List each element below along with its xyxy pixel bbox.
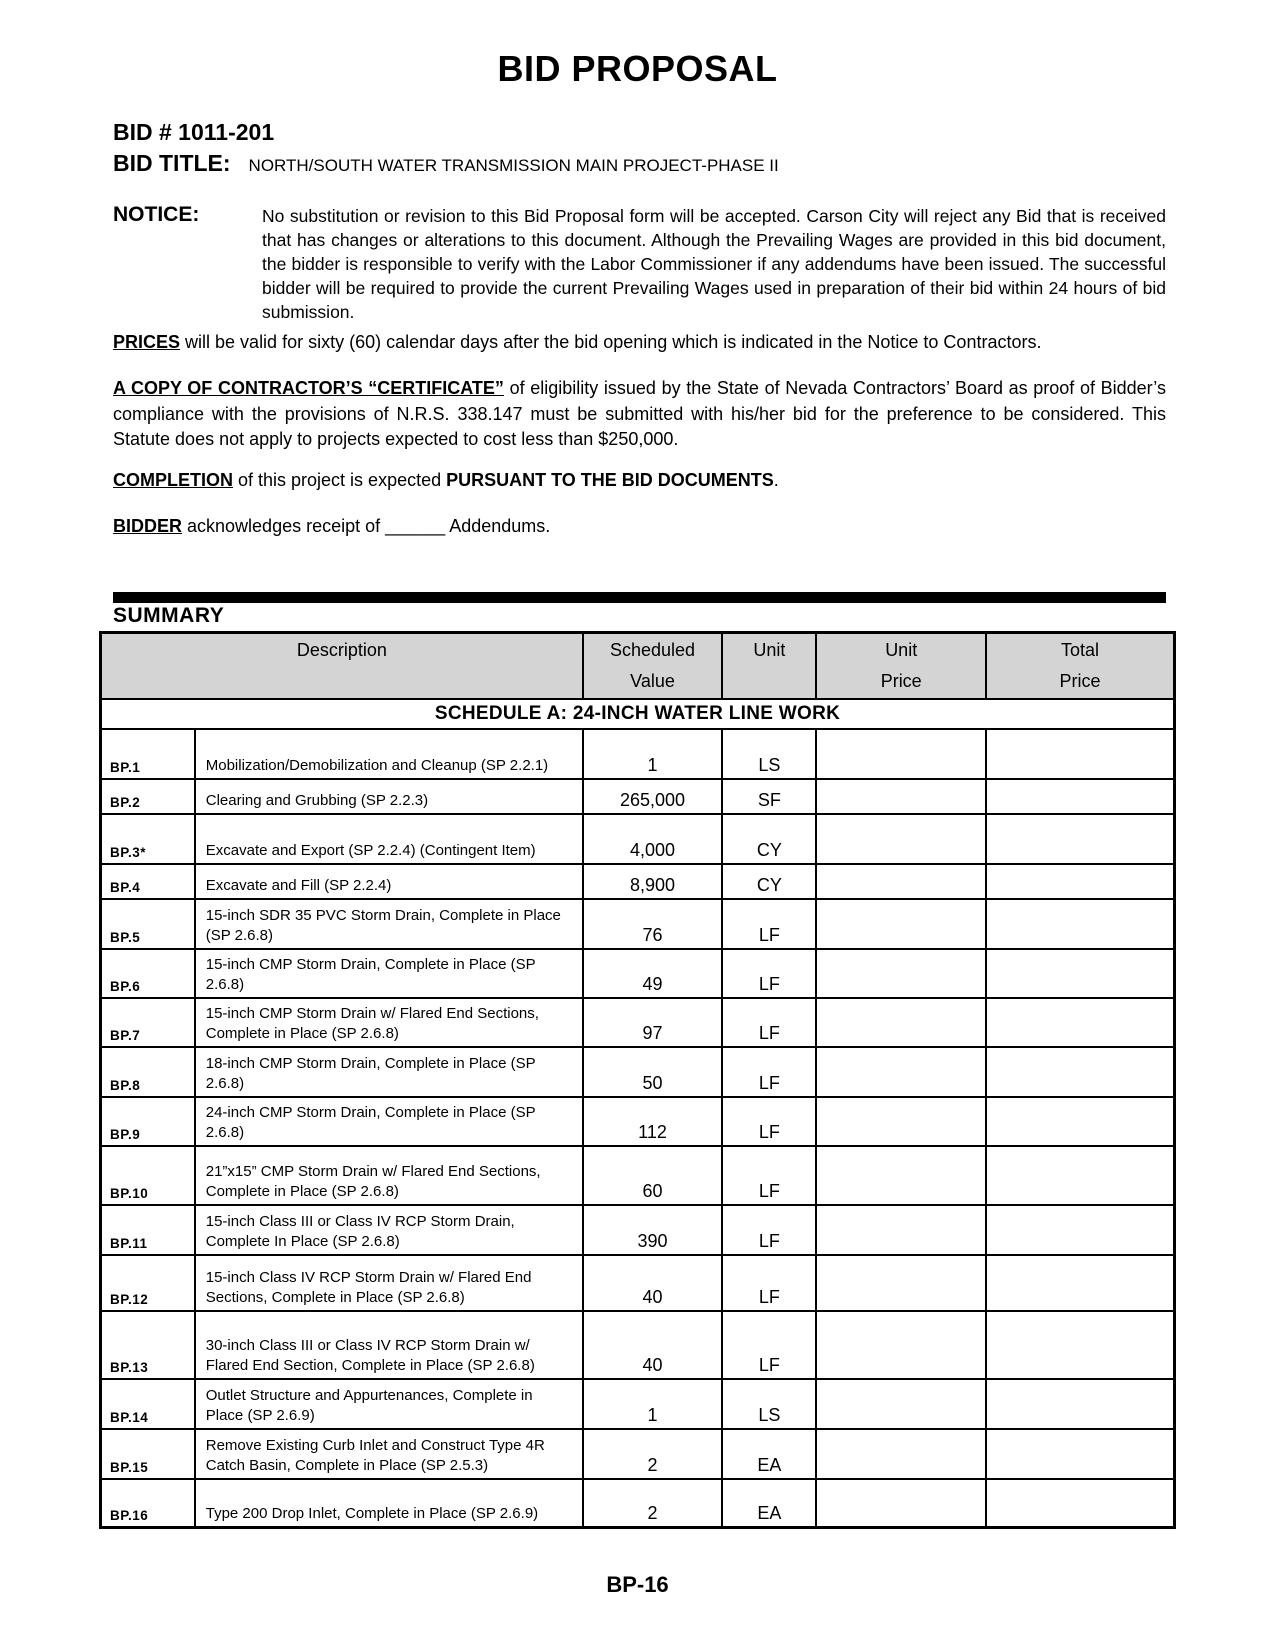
item-description: Excavate and Fill (SP 2.2.4) — [195, 864, 583, 899]
table-row — [101, 1255, 1175, 1311]
unit-price-cell[interactable] — [816, 1255, 985, 1311]
completion-label: COMPLETION — [113, 470, 233, 490]
unit: CY — [722, 864, 816, 899]
completion-bold: PURSUANT TO THE BID DOCUMENTS — [446, 470, 774, 490]
table-row — [101, 779, 1175, 814]
item-number: BP.3* — [101, 814, 195, 864]
bid-title-line — [113, 150, 779, 177]
item-description: 15-inch CMP Storm Drain, Complete in Place (SP 2.6.8) — [195, 949, 583, 998]
item-description: 15-inch Class III or Class IV RCP Storm Drain, Complete In Place (SP 2.6.8) — [195, 1205, 583, 1255]
header-unit-price-line1: Unit — [885, 640, 918, 660]
total-price-cell[interactable] — [986, 779, 1175, 814]
item-description: Excavate and Export (SP 2.2.4) (Contingent Item) — [195, 814, 583, 864]
summary-heading: SUMMARY — [113, 604, 225, 627]
table-row — [101, 864, 1175, 899]
notice-label: NOTICE: — [113, 203, 200, 226]
unit-price-cell[interactable] — [816, 1311, 985, 1379]
table-row — [101, 814, 1175, 864]
table-row — [101, 899, 1175, 949]
total-price-cell[interactable] — [986, 1146, 1175, 1205]
scheduled-value: 265,000 — [583, 779, 722, 814]
certificate-paragraph — [113, 376, 1166, 453]
unit: EA — [722, 1429, 816, 1479]
total-price-cell[interactable] — [986, 998, 1175, 1047]
header-total-price — [986, 633, 1175, 699]
unit-price-cell[interactable] — [816, 1097, 985, 1146]
unit: LF — [722, 899, 816, 949]
unit: LS — [722, 1379, 816, 1429]
unit-price-cell[interactable] — [816, 1429, 985, 1479]
page-number: BP-16 — [606, 1572, 669, 1597]
table-header-row — [101, 633, 1175, 699]
item-description: 15-inch CMP Storm Drain w/ Flared End Sections, Complete in Place (SP 2.6.8) — [195, 998, 583, 1047]
scheduled-value: 390 — [583, 1205, 722, 1255]
header-scheduled-value-line1: Scheduled — [609, 640, 696, 660]
header-unit-price-line2: Price — [880, 671, 922, 691]
total-price-cell[interactable] — [986, 1379, 1175, 1429]
item-number: BP.8 — [101, 1047, 195, 1097]
header-total-price-line2: Price — [1059, 671, 1101, 691]
unit-price-cell[interactable] — [816, 1047, 985, 1097]
scheduled-value: 40 — [583, 1255, 722, 1311]
unit: LF — [722, 1146, 816, 1205]
item-number: BP.13 — [101, 1311, 195, 1379]
table-row — [101, 1097, 1175, 1146]
bid-summary-table — [99, 631, 1176, 1529]
item-number: BP.6 — [101, 949, 195, 998]
item-description: 21”x15” CMP Storm Drain w/ Flared End Sections, Complete in Place (SP 2.6.8) — [195, 1146, 583, 1205]
item-description: 15-inch SDR 35 PVC Storm Drain, Complete in Place (SP 2.6.8) — [195, 899, 583, 949]
total-price-cell[interactable] — [986, 1429, 1175, 1479]
unit-price-cell[interactable] — [816, 1479, 985, 1528]
unit-price-cell[interactable] — [816, 1205, 985, 1255]
prices-label: PRICES — [113, 332, 181, 352]
schedule-row — [101, 699, 1175, 729]
item-number: BP.4 — [101, 864, 195, 899]
schedule-title: SCHEDULE A: 24-INCH WATER LINE WORK — [101, 699, 1175, 729]
unit: LF — [722, 1255, 816, 1311]
completion-text: of this project is expected — [233, 470, 447, 490]
unit: LF — [722, 1205, 816, 1255]
bid-title-value: NORTH/SOUTH WATER TRANSMISSION MAIN PROJECT-PHASE II — [248, 156, 779, 175]
scheduled-value: 2 — [583, 1479, 722, 1528]
table-row — [101, 949, 1175, 998]
total-price-cell[interactable] — [986, 1047, 1175, 1097]
item-description: 18-inch CMP Storm Drain, Complete in Place (SP 2.6.8) — [195, 1047, 583, 1097]
item-number: BP.5 — [101, 899, 195, 949]
total-price-cell[interactable] — [986, 729, 1175, 779]
item-description: Type 200 Drop Inlet, Complete in Place (SP 2.6.9) — [195, 1479, 583, 1528]
unit: LF — [722, 1047, 816, 1097]
scheduled-value: 8,900 — [583, 864, 722, 899]
unit-price-cell[interactable] — [816, 1146, 985, 1205]
certificate-text: of eligibility issued by the State of Nevada Contractors’ Board as proof of Bidder’s compliance with the provisions of N.R.S. 338.147 must be submitted with his/her bid for the preference to be considered. This Statute does not apply to projects expected to cost less than $250,000. — [113, 378, 1166, 449]
bidder-label: BIDDER — [113, 516, 183, 536]
scheduled-value: 97 — [583, 998, 722, 1047]
item-description: 24-inch CMP Storm Drain, Complete in Place (SP 2.6.8) — [195, 1097, 583, 1146]
completion-paragraph — [113, 468, 1166, 494]
header-total-price-line1: Total — [1060, 640, 1099, 660]
unit: LF — [722, 998, 816, 1047]
header-scheduled-value-line2: Value — [630, 671, 675, 691]
item-number: BP.12 — [101, 1255, 195, 1311]
item-number: BP.14 — [101, 1379, 195, 1429]
item-number: BP.15 — [101, 1429, 195, 1479]
item-number: BP.11 — [101, 1205, 195, 1255]
table-row — [101, 729, 1175, 779]
table-row — [101, 1205, 1175, 1255]
unit: EA — [722, 1479, 816, 1528]
item-number: BP.9 — [101, 1097, 195, 1146]
unit-price-cell[interactable] — [816, 949, 985, 998]
certificate-label: A COPY OF CONTRACTOR’S “CERTIFICATE” — [113, 378, 504, 398]
unit-price-cell[interactable] — [816, 1379, 985, 1429]
header-description: Description — [101, 633, 583, 699]
total-price-cell[interactable] — [986, 1311, 1175, 1379]
unit-price-cell[interactable] — [816, 814, 985, 864]
scheduled-value: 1 — [583, 729, 722, 779]
unit: LS — [722, 729, 816, 779]
scheduled-value: 60 — [583, 1146, 722, 1205]
table-row — [101, 1479, 1175, 1528]
unit: CY — [722, 814, 816, 864]
document-title: BID PROPOSAL — [497, 48, 778, 89]
item-number: BP.16 — [101, 1479, 195, 1528]
unit-price-cell[interactable] — [816, 779, 985, 814]
unit: LF — [722, 1311, 816, 1379]
header-unit: Unit — [722, 633, 816, 699]
bid-number: BID # 1011-201 — [113, 119, 275, 145]
unit: SF — [722, 779, 816, 814]
table-row — [101, 1146, 1175, 1205]
scheduled-value: 50 — [583, 1047, 722, 1097]
bid-title-label: BID TITLE: — [113, 150, 231, 176]
scheduled-value: 49 — [583, 949, 722, 998]
total-price-cell[interactable] — [986, 1255, 1175, 1311]
unit-price-cell[interactable] — [816, 729, 985, 779]
unit-price-cell[interactable] — [816, 899, 985, 949]
item-description: Remove Existing Curb Inlet and Construct Type 4R Catch Basin, Complete in Place (SP 2.5.3) — [195, 1429, 583, 1479]
total-price-cell[interactable] — [986, 899, 1175, 949]
item-number: BP.10 — [101, 1146, 195, 1205]
total-price-cell[interactable] — [986, 1097, 1175, 1146]
scheduled-value: 2 — [583, 1429, 722, 1479]
bidder-paragraph — [113, 514, 1166, 540]
prices-text: will be valid for sixty (60) calendar days after the bid opening which is indicated in the Notice to Contractors. — [180, 332, 1042, 352]
unit-price-cell[interactable] — [816, 998, 985, 1047]
table-row — [101, 1311, 1175, 1379]
table-row — [101, 1047, 1175, 1097]
table-row — [101, 998, 1175, 1047]
header-scheduled-value — [583, 633, 722, 699]
total-price-cell[interactable] — [986, 949, 1175, 998]
item-description: Clearing and Grubbing (SP 2.2.3) — [195, 779, 583, 814]
unit-price-cell[interactable] — [816, 864, 985, 899]
scheduled-value: 4,000 — [583, 814, 722, 864]
item-description: Outlet Structure and Appurtenances, Complete in Place (SP 2.6.9) — [195, 1379, 583, 1429]
completion-end: . — [773, 470, 779, 490]
header-unit-price — [816, 633, 985, 699]
item-description: 30-inch Class III or Class IV RCP Storm Drain w/ Flared End Section, Complete in Place (SP 2.6.8) — [195, 1311, 583, 1379]
item-rows — [101, 729, 1175, 1528]
total-price-cell[interactable] — [986, 864, 1175, 899]
prices-paragraph — [113, 330, 1166, 356]
item-description: Mobilization/Demobilization and Cleanup (SP 2.2.1) — [195, 729, 583, 779]
total-price-cell[interactable] — [986, 814, 1175, 864]
scheduled-value: 76 — [583, 899, 722, 949]
notice-text: No substitution or revision to this Bid Proposal form will be accepted. Carson City will reject any Bid that is received that has changes or alterations to this document. Although the Prevailing Wages are provided in this bid document, the bidder is responsible to verify with the Labor Commissioner if any addendums have been issued. The successful bidder will be required to provide the current Prevailing Wages used in preparation of their bid within 24 hours of bid submission. — [262, 206, 1166, 322]
unit: LF — [722, 1097, 816, 1146]
item-number: BP.2 — [101, 779, 195, 814]
scheduled-value: 1 — [583, 1379, 722, 1429]
scheduled-value: 112 — [583, 1097, 722, 1146]
section-divider — [113, 592, 1166, 603]
total-price-cell[interactable] — [986, 1479, 1175, 1528]
item-number: BP.1 — [101, 729, 195, 779]
item-description: 15-inch Class IV RCP Storm Drain w/ Flared End Sections, Complete in Place (SP 2.6.8) — [195, 1255, 583, 1311]
total-price-cell[interactable] — [986, 1205, 1175, 1255]
table-row — [101, 1379, 1175, 1429]
item-number: BP.7 — [101, 998, 195, 1047]
bidder-text: acknowledges receipt of ______ Addendums. — [182, 516, 551, 536]
unit: LF — [722, 949, 816, 998]
table-row — [101, 1429, 1175, 1479]
scheduled-value: 40 — [583, 1311, 722, 1379]
